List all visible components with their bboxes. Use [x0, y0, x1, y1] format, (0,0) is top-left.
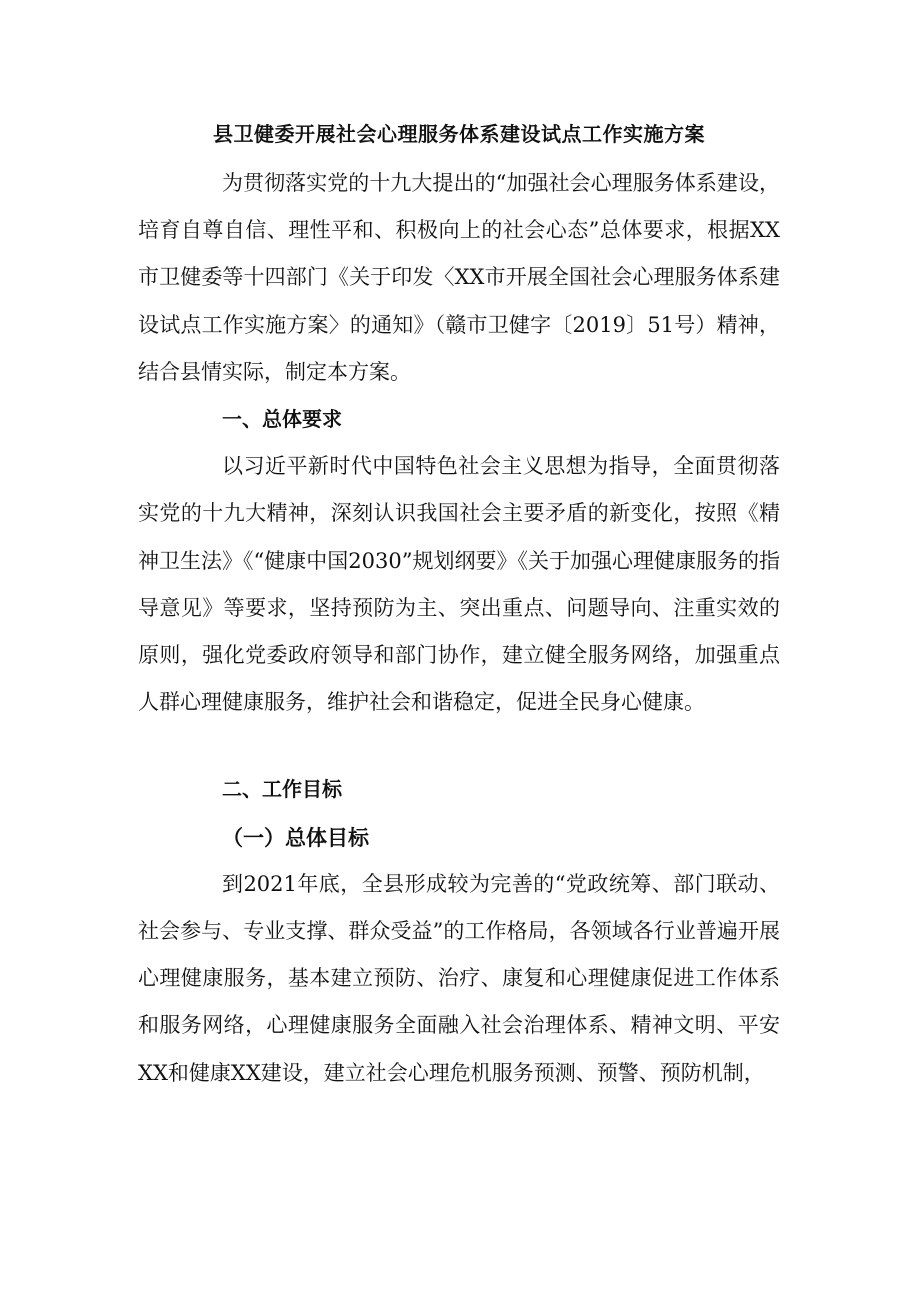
section2-sub1-heading: （一）总体目标	[222, 824, 369, 850]
intro-paragraph: 为贯彻落实党的十九大提出的“加强社会心理服务体系建设，培育自尊自信、理性平和、积极向上的社会心态”总体要求，根据XX市卫健委等十四部门《关于印发〈XX市开展全国社会心理服务体系建设试点工作实施方案〉的通知》（赣市卫健字〔2019〕51号）精神，结合县情实际，制定本方案。	[138, 171, 780, 384]
section2-sub1-paragraph: 到2021年底，全县形成较为完善的“党政统筹、部门联动、社会参与、专业支撑、群众受益”的工作格局，各领域各行业普遍开展心理健康服务，基本建立预防、治疗、康复和心理健康促进工作体系和服务网络，心理健康服务全面融入社会治理体系、精神文明、平安XX和健康XX建设，建立社会心理危机服务预测、预警、预防机制，	[138, 871, 780, 1085]
section2-heading: 二、工作目标	[222, 777, 342, 802]
document-title: 县卫健委开展社会心理服务体系建设试点工作实施方案	[213, 122, 705, 146]
section1-heading: 一、总体要求	[222, 407, 342, 432]
document-body	[138, 114, 780, 1097]
section1-paragraph: 以习近平新时代中国特色社会主义思想为指导，全面贯彻落实党的十九大精神，深刻认识我国社会主要矛盾的新变化，按照《精神卫生法》《“健康中国2030”规划纲要》《关于加强心理健康服务的指导意见》等要求，坚持预防为主、突出重点、问题导向、注重实效的原则，强化党委政府领导和部门协作，建立健全服务网络，加强重点人群心理健康服务，维护社会和谐稳定，促进全民身心健康。	[138, 454, 780, 715]
spacer	[138, 726, 780, 766]
